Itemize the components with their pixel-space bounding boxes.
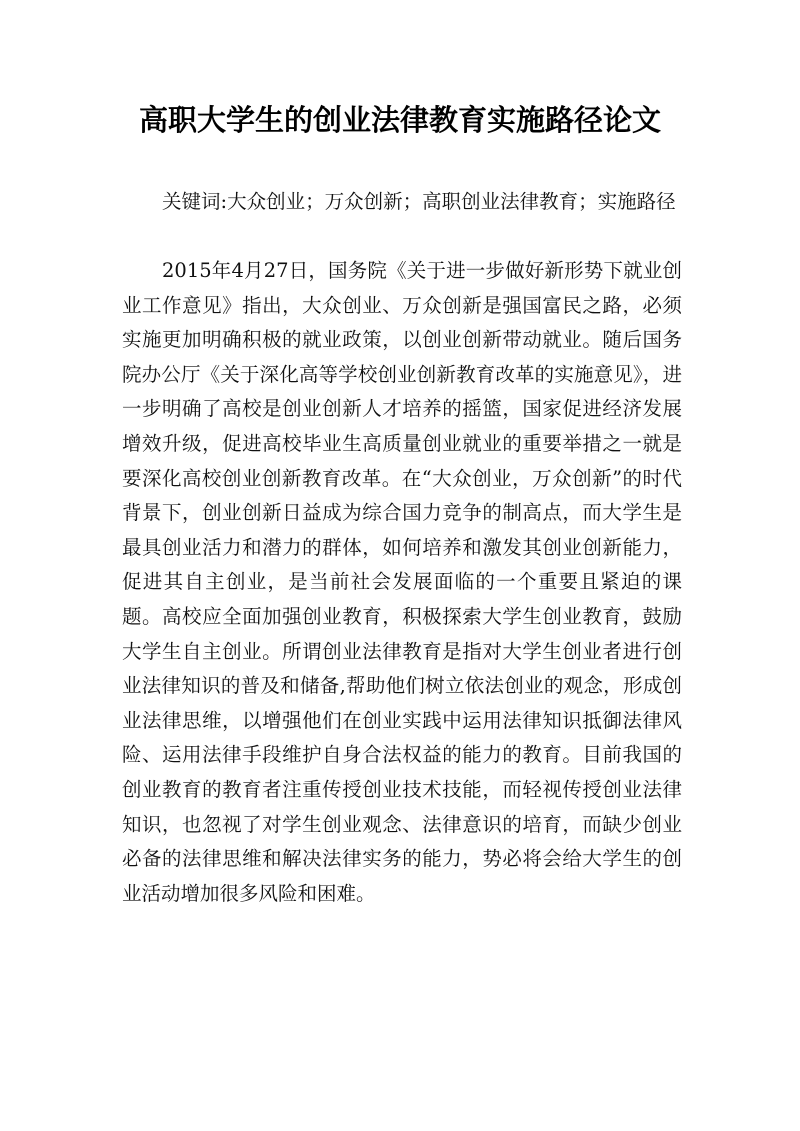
keywords-paragraph: 关键词:大众创业；万众创新；高职创业法律教育；实施路径 — [162, 190, 676, 213]
body-paragraph: 2015年4月27日，国务院《关于进一步做好新形势下就业创业工作意见》指出，大众创业、万众创新是强国富民之路，必须实施更加明确积极的就业政策，以创业创新带动就业。随后国务院办公厅《关于深化高等学校创业创新教育改革的实施意见》，进一步明确了高校是创业创新人才培养的摇篮，国家促进经济发展增效升级，促进高校毕业生高质量创业就业的重要举措之一就是要深化高校创业创新教育改革。在“大众创业，万众创新”的时代背景下，创业创新日益成为综合国力竞争的制高点，而大学生是最具创业活力和潜力的群体，如何培养和激发其创业创新能力，促进其自主创业，是当前社会发展面临的一个重要且紧迫的课题。高校应全面加强创业教育，积极探索大学生创业教育，鼓励大学生自主创业。所谓创业法律教育是指对大学生创业者进行创业法律知识的普及和储备,帮助他们树立依法创业的观念，形成创业法律思维，以增强他们在创业实践中运用法律知识抵御法律风险、运用法律手段维护自身合法权益的能力的教育。目前我国的创业教育的教育者注重传授创业技术技能，而轻视传授创业法律知识，也忽视了对学生创业观念、法律意识的培育，而缺少创业必备的法律思维和解决法律实务的能力，势必将会给大学生的创业活动增加很多风险和困难。 — [122, 259, 682, 905]
document-title: 高职大学生的创业法律教育实施路径论文 — [138, 103, 661, 137]
